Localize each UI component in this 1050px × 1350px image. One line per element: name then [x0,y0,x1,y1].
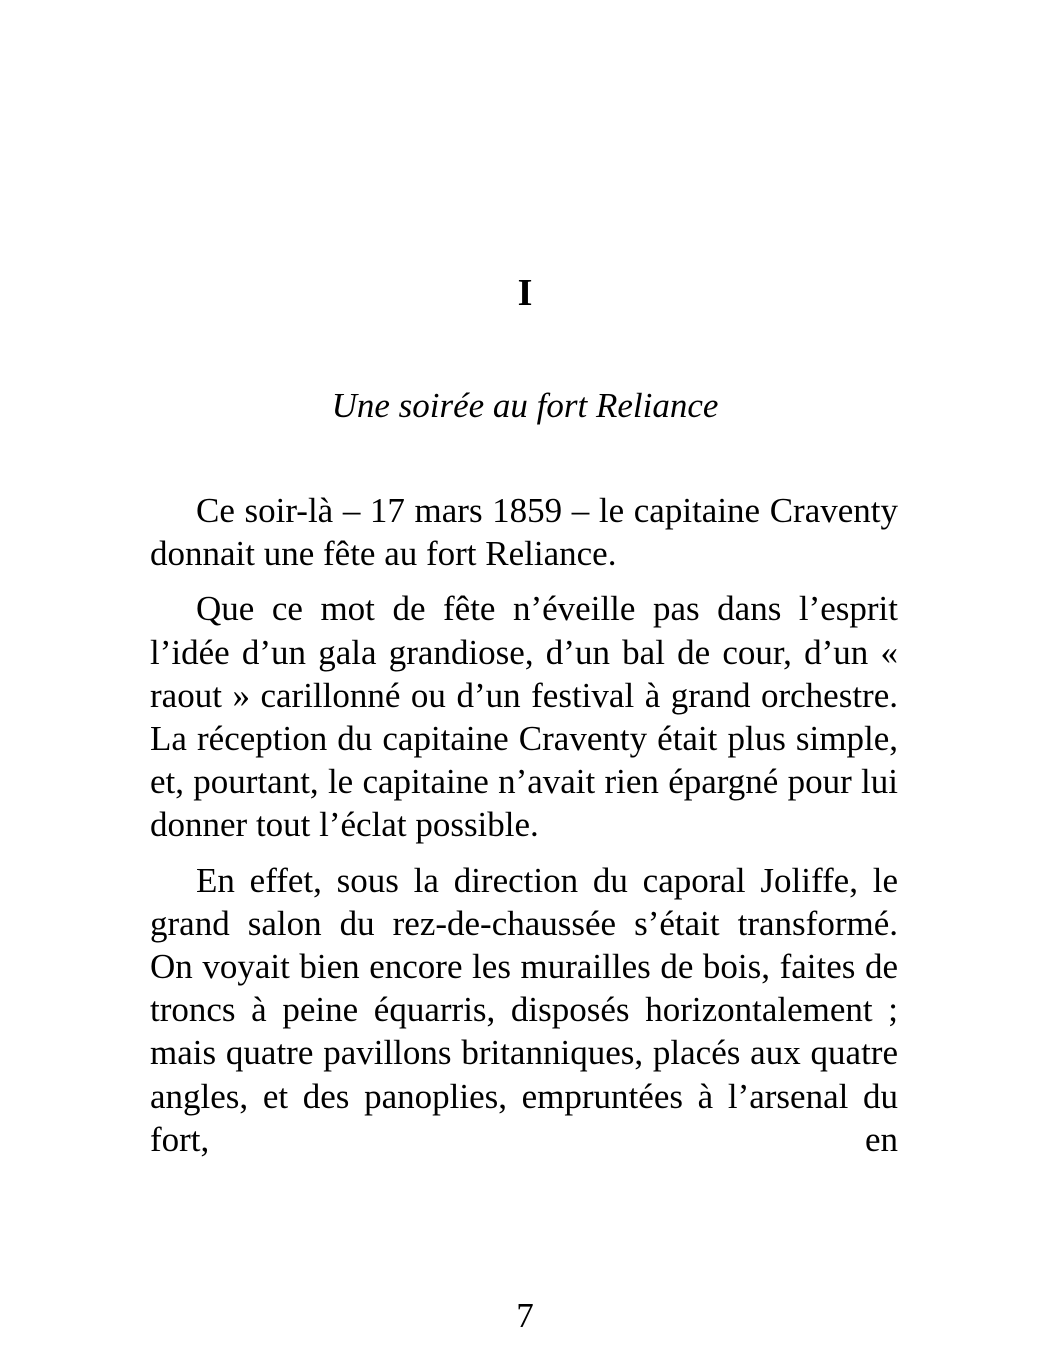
page-number: 7 [516,1296,534,1335]
chapter-title: Une soirée au fort Reliance [331,386,719,425]
chapter-number: I [517,272,533,314]
chapter-body [150,489,898,1173]
paragraph: Que ce mot de fête n’éveille pas dans l’esprit l’idée d’un gala grandiose, d’un bal de cour, d’un « raout » carillonné ou d’un festival à grand orchestre. La réception du capitaine Craventy était plus simple, et, pourtant, le capitaine n’avait rien épargné pour lui donner tout l’éclat possible. [150,589,898,845]
paragraph: Ce soir-là – 17 mars 1859 – le capitaine Craventy donnait une fête au fort Reliance. [150,491,898,574]
paragraph: En effet, sous la direction du caporal Joliffe, le grand salon du rez-de-chaussée s’était transformé. On voyait bien encore les murailles de bois, faites de troncs à peine équarris, disposés horizontalement ; mais quatre pavillons britanniques, placés aux quatre angles, et des panoplies, empruntées à l’arsenal du fort, en [150,860,898,1159]
